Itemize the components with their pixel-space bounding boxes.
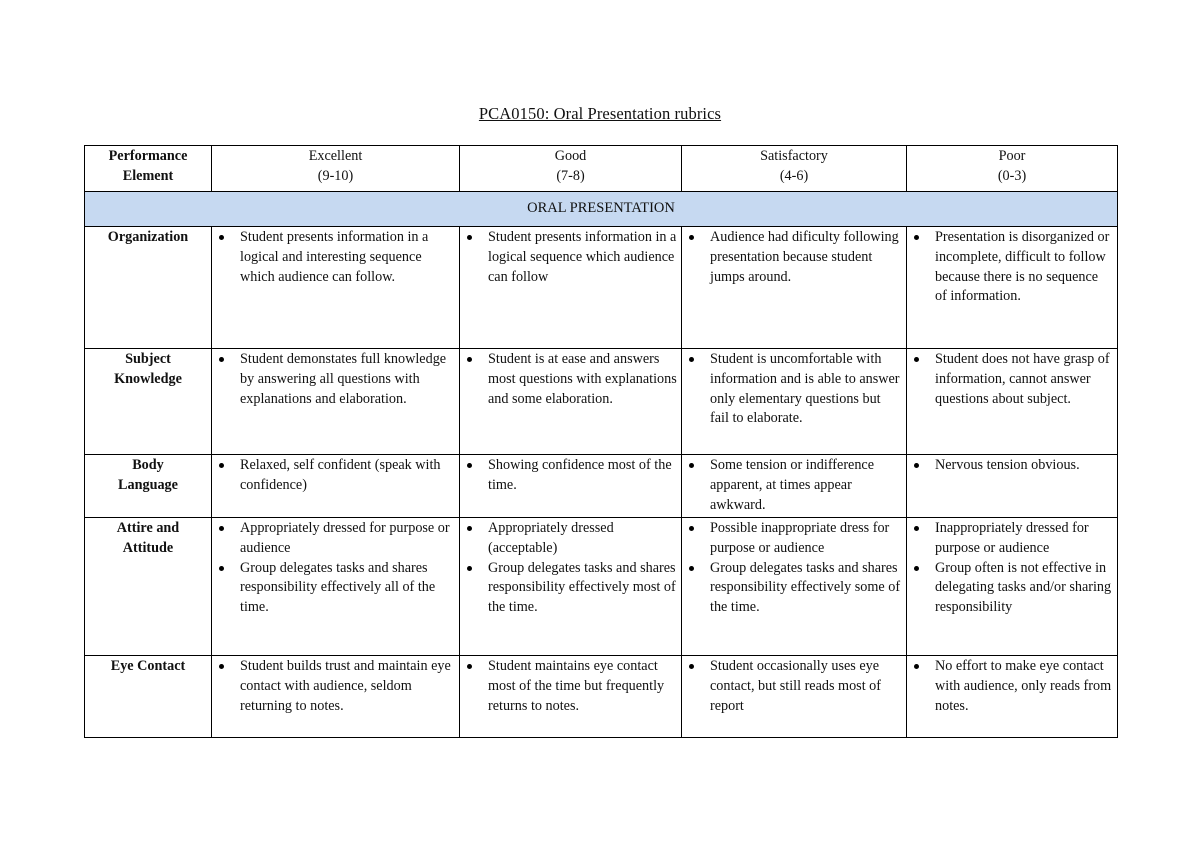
level-range: (7-8) bbox=[556, 167, 585, 184]
criteria-list bbox=[907, 349, 1117, 409]
header-performance-element bbox=[85, 146, 212, 192]
criteria-item: Group often is not effective in delegating tasks and/or sharing responsibility bbox=[935, 559, 1113, 618]
performance-element bbox=[85, 656, 212, 738]
criteria-cell-excellent bbox=[212, 455, 460, 518]
level-range: (9-10) bbox=[317, 167, 354, 184]
criteria-list bbox=[212, 349, 459, 409]
criteria-cell-poor bbox=[907, 455, 1118, 518]
criteria-item: Student builds trust and maintain eye contact with audience, seldom returning to notes. bbox=[240, 657, 455, 716]
criteria-cell-excellent bbox=[212, 518, 460, 656]
criteria-item: Possible inappropriate dress for purpose or audience bbox=[710, 519, 902, 559]
criteria-cell-satisfactory bbox=[682, 227, 907, 349]
criteria-list bbox=[212, 656, 459, 716]
performance-element bbox=[85, 455, 212, 518]
criteria-item: Presentation is disorganized or incomplete, difficult to follow because there is no sequence of information. bbox=[935, 228, 1113, 307]
criteria-list bbox=[682, 518, 906, 618]
header-satisfactory bbox=[682, 146, 907, 192]
criteria-cell-excellent bbox=[212, 349, 460, 455]
criteria-cell-good bbox=[460, 227, 682, 349]
criteria-cell-poor bbox=[907, 518, 1118, 656]
element-label-line1: Subject bbox=[125, 351, 171, 367]
level-range: (4-6) bbox=[779, 167, 809, 184]
criteria-item: Group delegates tasks and shares responsibility effectively all of the time. bbox=[240, 559, 455, 618]
header-poor bbox=[907, 146, 1118, 192]
criteria-list bbox=[682, 349, 906, 429]
criteria-list bbox=[682, 455, 906, 515]
header-good bbox=[460, 146, 682, 192]
criteria-list bbox=[682, 656, 906, 716]
criteria-cell-good bbox=[460, 349, 682, 455]
criteria-cell-excellent bbox=[212, 227, 460, 349]
criteria-item: Audience had dificulty following presentation because student jumps around. bbox=[710, 228, 902, 287]
criteria-cell-satisfactory bbox=[682, 656, 907, 738]
row-attire-and-attitude bbox=[85, 518, 1118, 656]
row-eye-contact bbox=[85, 656, 1118, 738]
element-label-line2: Language bbox=[118, 476, 178, 493]
section-row bbox=[85, 192, 1118, 227]
criteria-list bbox=[460, 656, 681, 716]
criteria-cell-good bbox=[460, 656, 682, 738]
row-organization bbox=[85, 227, 1118, 349]
criteria-item: Group delegates tasks and shares responsibility effectively some of the time. bbox=[710, 559, 902, 618]
level-name: Good bbox=[554, 148, 587, 164]
performance-element bbox=[85, 349, 212, 455]
criteria-cell-excellent bbox=[212, 656, 460, 738]
criteria-list bbox=[212, 455, 459, 496]
criteria-item: Appropriately dressed for purpose or audience bbox=[240, 519, 455, 559]
row-subject-knowledge bbox=[85, 349, 1118, 455]
element-label-line1: Organization bbox=[107, 229, 189, 245]
criteria-item: Student is uncomfortable with information and is able to answer only elementary questions but fail to elaborate. bbox=[710, 350, 902, 429]
criteria-item: Group delegates tasks and shares responsibility effectively most of the time. bbox=[488, 559, 677, 618]
criteria-item: Student is at ease and answers most questions with explanations and some elaboration. bbox=[488, 350, 677, 409]
criteria-item: No effort to make eye contact with audience, only reads from notes. bbox=[935, 657, 1113, 716]
level-name: Satisfactory bbox=[760, 148, 828, 164]
criteria-cell-satisfactory bbox=[682, 455, 907, 518]
criteria-cell-poor bbox=[907, 656, 1118, 738]
criteria-item: Student does not have grasp of information, cannot answer questions about subject. bbox=[935, 350, 1113, 409]
criteria-item: Some tension or indifference apparent, at times appear awkward. bbox=[710, 456, 902, 515]
header-row bbox=[85, 146, 1118, 192]
performance-element bbox=[85, 227, 212, 349]
criteria-item: Showing confidence most of the time. bbox=[488, 456, 677, 496]
criteria-list bbox=[907, 518, 1117, 618]
criteria-item: Student maintains eye contact most of the time but frequently returns to notes. bbox=[488, 657, 677, 716]
criteria-cell-poor bbox=[907, 349, 1118, 455]
criteria-list bbox=[212, 518, 459, 618]
criteria-item: Relaxed, self confident (speak with confidence) bbox=[240, 456, 455, 496]
criteria-list bbox=[682, 227, 906, 287]
performance-element bbox=[85, 518, 212, 656]
criteria-list bbox=[460, 518, 681, 618]
document-title: PCA0150: Oral Presentation rubrics bbox=[478, 104, 722, 123]
criteria-cell-good bbox=[460, 455, 682, 518]
criteria-cell-satisfactory bbox=[682, 518, 907, 656]
row-body-language bbox=[85, 455, 1118, 518]
criteria-cell-poor bbox=[907, 227, 1118, 349]
criteria-item: Student occasionally uses eye contact, but still reads most of report bbox=[710, 657, 902, 716]
element-label-line1: Eye Contact bbox=[110, 658, 186, 674]
rubric-table bbox=[84, 145, 1118, 738]
criteria-list bbox=[212, 227, 459, 287]
section-label: ORAL PRESENTATION bbox=[85, 192, 1118, 227]
criteria-item: Appropriately dressed (acceptable) bbox=[488, 519, 677, 559]
criteria-list bbox=[460, 349, 681, 409]
header-element-line2: Element bbox=[122, 167, 174, 184]
criteria-list bbox=[460, 455, 681, 496]
criteria-list bbox=[907, 455, 1117, 476]
criteria-item: Student demonstates full knowledge by answering all questions with explanations and elaboration. bbox=[240, 350, 455, 409]
level-name: Excellent bbox=[308, 148, 363, 164]
level-name: Poor bbox=[998, 148, 1026, 164]
element-label-line1: Attire and bbox=[116, 520, 180, 536]
criteria-item: Student presents information in a logical and interesting sequence which audience can follow. bbox=[240, 228, 455, 287]
criteria-item: Student presents information in a logical sequence which audience can follow bbox=[488, 228, 677, 287]
level-range: (0-3) bbox=[997, 167, 1027, 184]
header-excellent bbox=[212, 146, 460, 192]
criteria-list bbox=[907, 227, 1117, 307]
criteria-list bbox=[907, 656, 1117, 716]
element-label-line2: Attitude bbox=[122, 539, 174, 556]
header-element-line1: Performance bbox=[108, 148, 188, 164]
element-label-line2: Knowledge bbox=[114, 370, 182, 387]
criteria-cell-good bbox=[460, 518, 682, 656]
criteria-item: Nervous tension obvious. bbox=[935, 456, 1113, 476]
element-label-line1: Body bbox=[132, 457, 164, 473]
criteria-item: Inappropriately dressed for purpose or audience bbox=[935, 519, 1113, 559]
criteria-list bbox=[460, 227, 681, 287]
criteria-cell-satisfactory bbox=[682, 349, 907, 455]
